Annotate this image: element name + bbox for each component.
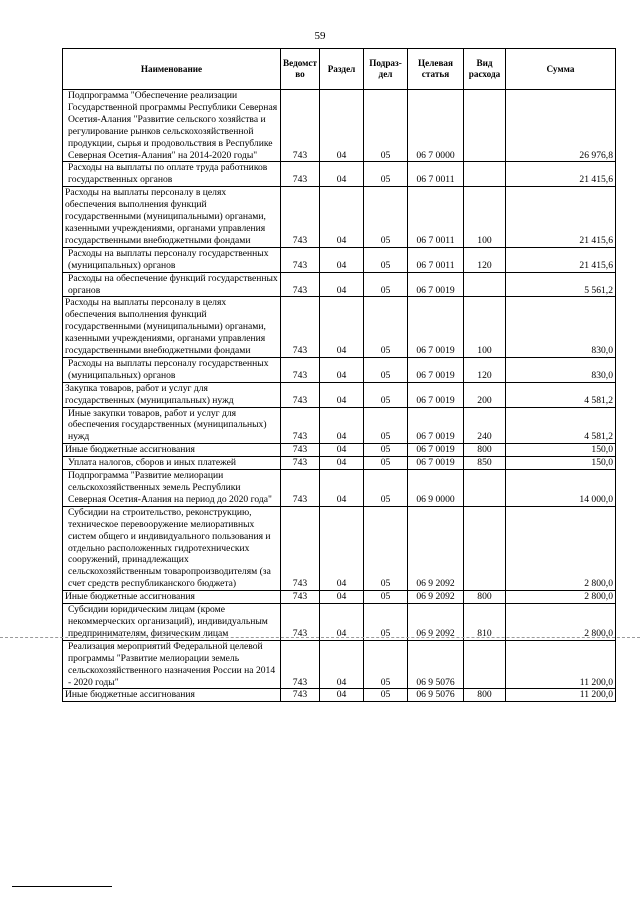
table-row [63, 247, 616, 272]
cell-podrazdel: 05 [364, 297, 408, 358]
cell-podrazdel: 05 [364, 162, 408, 187]
cell-vid: 100 [464, 187, 506, 248]
cell-vid: 800 [464, 591, 506, 604]
cell-podrazdel: 05 [364, 407, 408, 444]
cell-name: Расходы на выплаты персоналу государственных (муниципальных) органов [63, 357, 281, 382]
cell-podrazdel: 05 [364, 689, 408, 702]
cell-vid [464, 470, 506, 507]
cell-celevaya: 06 7 0019 [408, 444, 464, 457]
cell-summa: 21 415,6 [506, 162, 616, 187]
column-header-name: Наименование [63, 49, 281, 90]
cell-celevaya: 06 7 0011 [408, 247, 464, 272]
cell-celevaya: 06 9 0000 [408, 470, 464, 507]
cell-ved: 743 [281, 604, 320, 641]
cell-ved: 743 [281, 162, 320, 187]
cell-vid [464, 90, 506, 162]
cell-celevaya: 06 7 0000 [408, 90, 464, 162]
cell-summa: 21 415,6 [506, 247, 616, 272]
cell-ved: 743 [281, 689, 320, 702]
cell-razdel: 04 [320, 272, 364, 297]
cell-summa: 5 561,2 [506, 272, 616, 297]
cell-razdel: 04 [320, 162, 364, 187]
cell-celevaya: 06 9 2092 [408, 591, 464, 604]
cell-podrazdel: 05 [364, 187, 408, 248]
table-row [63, 407, 616, 444]
table-row [63, 591, 616, 604]
cell-vid: 100 [464, 297, 506, 358]
cell-ved: 743 [281, 457, 320, 470]
cell-ved: 743 [281, 382, 320, 407]
cell-ved: 743 [281, 187, 320, 248]
cell-name: Расходы на выплаты персоналу государственных (муниципальных) органов [63, 247, 281, 272]
cell-razdel: 04 [320, 444, 364, 457]
cell-summa: 4 581,2 [506, 407, 616, 444]
cell-podrazdel: 05 [364, 470, 408, 507]
table-row [63, 444, 616, 457]
cell-ved: 743 [281, 272, 320, 297]
cell-vid: 240 [464, 407, 506, 444]
table-body [63, 90, 616, 702]
cell-razdel: 04 [320, 689, 364, 702]
cell-razdel: 04 [320, 90, 364, 162]
cell-celevaya: 06 9 5076 [408, 689, 464, 702]
cell-podrazdel: 05 [364, 247, 408, 272]
cell-celevaya: 06 9 5076 [408, 640, 464, 689]
cell-razdel: 04 [320, 297, 364, 358]
cell-celevaya: 06 9 2092 [408, 604, 464, 641]
column-header-vid: Вид расхода [464, 49, 506, 90]
table-row [63, 297, 616, 358]
cell-vid: 800 [464, 444, 506, 457]
cell-razdel: 04 [320, 604, 364, 641]
cell-ved: 743 [281, 470, 320, 507]
budget-table [62, 48, 616, 702]
cell-ved: 743 [281, 591, 320, 604]
fold-line [0, 637, 640, 638]
cell-summa: 830,0 [506, 357, 616, 382]
cell-razdel: 04 [320, 457, 364, 470]
cell-celevaya: 06 7 0011 [408, 187, 464, 248]
cell-razdel: 04 [320, 640, 364, 689]
page-number: 59 [314, 30, 326, 42]
cell-razdel: 04 [320, 591, 364, 604]
cell-name: Реализация мероприятий Федеральной целевой программы "Развитие мелиорации земель сельскохозяйственного назначения России на 2014 - 2020 годы" [63, 640, 281, 689]
cell-summa: 21 415,6 [506, 187, 616, 248]
cell-name: Иные бюджетные ассигнования [63, 591, 281, 604]
cell-celevaya: 06 7 0019 [408, 297, 464, 358]
column-header-ved: Ведомст во [281, 49, 320, 90]
table-row [63, 162, 616, 187]
cell-name: Субсидии юридическим лицам (кроме некоммерческих организаций), индивидуальным предпринимателям, физическим лицам [63, 604, 281, 641]
cell-summa: 2 800,0 [506, 604, 616, 641]
cell-name: Иные бюджетные ассигнования [63, 689, 281, 702]
cell-summa: 11 200,0 [506, 689, 616, 702]
table-row [63, 689, 616, 702]
column-header-podrazdel: Подраз- дел [364, 49, 408, 90]
cell-name: Расходы на обеспечение функций государственных органов [63, 272, 281, 297]
cell-vid: 810 [464, 604, 506, 641]
cell-celevaya: 06 7 0019 [408, 357, 464, 382]
cell-vid: 120 [464, 247, 506, 272]
cell-podrazdel: 05 [364, 604, 408, 641]
cell-summa: 830,0 [506, 297, 616, 358]
table-row [63, 506, 616, 590]
cell-podrazdel: 05 [364, 272, 408, 297]
cell-podrazdel: 05 [364, 640, 408, 689]
cell-razdel: 04 [320, 247, 364, 272]
cell-razdel: 04 [320, 470, 364, 507]
cell-vid [464, 640, 506, 689]
cell-podrazdel: 05 [364, 444, 408, 457]
cell-ved: 743 [281, 506, 320, 590]
table-row [63, 357, 616, 382]
table-row [63, 640, 616, 689]
cell-name: Подпрограмма "Развитие мелиорации сельскохозяйственных земель Республики Северная Осетия-Алания на период до 2020 года" [63, 470, 281, 507]
cell-celevaya: 06 7 0011 [408, 162, 464, 187]
cell-podrazdel: 05 [364, 382, 408, 407]
column-header-razdel: Раздел [320, 49, 364, 90]
cell-summa: 2 800,0 [506, 591, 616, 604]
cell-ved: 743 [281, 247, 320, 272]
cell-celevaya: 06 7 0019 [408, 272, 464, 297]
cell-name: Расходы на выплаты персоналу в целях обеспечения выполнения функций государственными (муниципальными) органами, казенными учреждениями, органами управления государственными внебюджетными фондами [63, 297, 281, 358]
cell-ved: 743 [281, 357, 320, 382]
table-row [63, 457, 616, 470]
cell-podrazdel: 05 [364, 357, 408, 382]
cell-summa: 2 800,0 [506, 506, 616, 590]
cell-podrazdel: 05 [364, 90, 408, 162]
column-header-celevaya: Целевая статья [408, 49, 464, 90]
cell-vid: 800 [464, 689, 506, 702]
cell-summa: 11 200,0 [506, 640, 616, 689]
cell-ved: 743 [281, 407, 320, 444]
table-row [63, 272, 616, 297]
footnote-rule [12, 886, 112, 887]
cell-podrazdel: 05 [364, 457, 408, 470]
cell-celevaya: 06 9 2092 [408, 506, 464, 590]
table-row [63, 187, 616, 248]
cell-razdel: 04 [320, 506, 364, 590]
cell-summa: 26 976,8 [506, 90, 616, 162]
cell-vid: 850 [464, 457, 506, 470]
cell-razdel: 04 [320, 187, 364, 248]
cell-razdel: 04 [320, 407, 364, 444]
cell-name: Расходы на выплаты персоналу в целях обеспечения выполнения функций государственными (муниципальными) органами, казенными учреждениями, органами управления государственными внебюджетными фондами [63, 187, 281, 248]
table-row [63, 604, 616, 641]
cell-podrazdel: 05 [364, 506, 408, 590]
cell-celevaya: 06 7 0019 [408, 457, 464, 470]
cell-vid [464, 506, 506, 590]
cell-summa: 150,0 [506, 457, 616, 470]
cell-name: Уплата налогов, сборов и иных платежей [63, 457, 281, 470]
table-row [63, 382, 616, 407]
cell-ved: 743 [281, 640, 320, 689]
cell-ved: 743 [281, 90, 320, 162]
cell-name: Иные закупки товаров, работ и услуг для обеспечения государственных (муниципальных) нужд [63, 407, 281, 444]
cell-celevaya: 06 7 0019 [408, 407, 464, 444]
cell-ved: 743 [281, 297, 320, 358]
cell-razdel: 04 [320, 382, 364, 407]
cell-name: Иные бюджетные ассигнования [63, 444, 281, 457]
table-row [63, 470, 616, 507]
cell-razdel: 04 [320, 357, 364, 382]
cell-summa: 14 000,0 [506, 470, 616, 507]
cell-ved: 743 [281, 444, 320, 457]
cell-podrazdel: 05 [364, 591, 408, 604]
cell-name: Подпрограмма "Обеспечение реализации Государственной программы Республики Северная Осетия-Алания "Развитие сельского хозяйства и регулирование рынков сельскохозяйственной продукции, сырья и продовольствия в Республике Северная Осетия-Алания" на 2014-2020 годы" [63, 90, 281, 162]
cell-vid: 200 [464, 382, 506, 407]
cell-summa: 150,0 [506, 444, 616, 457]
table-row [63, 90, 616, 162]
cell-vid [464, 272, 506, 297]
cell-celevaya: 06 7 0019 [408, 382, 464, 407]
cell-name: Субсидии на строительство, реконструкцию, техническое перевооружение мелиоративных систем общего и индивидуального пользования и отдельно расположенных гидротехнических сооружений, принадлежащих сельскохозяйственным товаропроизводителям (за счет средств республиканского бюджета) [63, 506, 281, 590]
column-header-summa: Сумма [506, 49, 616, 90]
cell-summa: 4 581,2 [506, 382, 616, 407]
cell-vid [464, 162, 506, 187]
cell-name: Расходы на выплаты по оплате труда работников государственных органов [63, 162, 281, 187]
cell-name: Закупка товаров, работ и услуг для государственных (муниципальных) нужд [63, 382, 281, 407]
table-header-row [63, 49, 616, 90]
cell-vid: 120 [464, 357, 506, 382]
